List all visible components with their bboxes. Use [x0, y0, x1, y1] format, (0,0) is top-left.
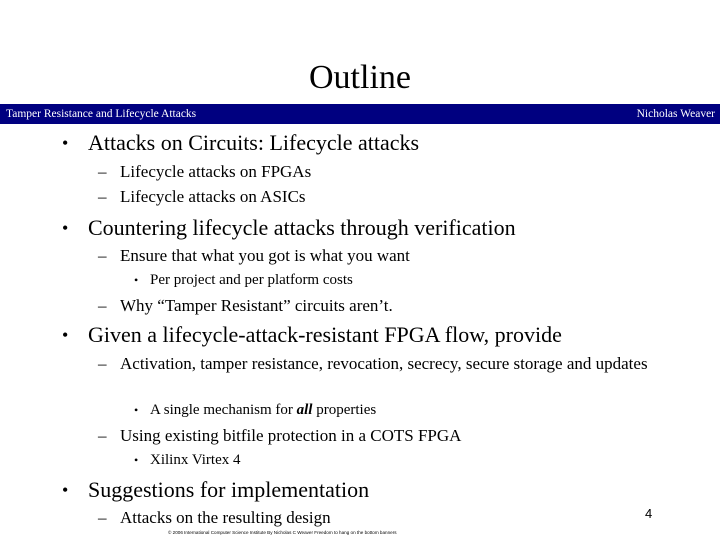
- bullet-icon: •: [62, 480, 69, 500]
- bullet-text: Attacks on Circuits: Lifecycle attacks: [88, 130, 420, 155]
- dash-icon: –: [98, 162, 107, 181]
- text-segment: properties: [312, 402, 377, 418]
- sub-bullet-text: Ensure that what you got is what you want: [120, 246, 410, 265]
- slide-title: Outline: [309, 59, 411, 96]
- bullet-icon: •: [62, 133, 69, 153]
- sub-bullet-text: Attacks on the resulting design: [120, 508, 331, 527]
- sub-bullet-text: Why “Tamper Resistant” circuits aren’t.: [120, 296, 393, 315]
- dash-icon: –: [98, 354, 107, 373]
- bullet-text: Given a lifecycle-attack-resistant FPGA flow, provide: [88, 322, 562, 347]
- sub-sub-bullet-text: Per project and per platform costs: [150, 272, 353, 288]
- copyright-footer: © 2006 International Computer Science Institute By Nicholas C Weaver Freedom to hang on the bottom banners: [168, 530, 397, 535]
- header-course-title: Tamper Resistance and Lifecycle Attacks: [6, 108, 197, 120]
- emphasis-text: all: [296, 402, 313, 418]
- dash-icon: –: [98, 187, 107, 206]
- bullet-text: Suggestions for implementation: [88, 477, 370, 502]
- dash-icon: –: [98, 296, 107, 315]
- sub-bullet-text: Activation, tamper resistance, revocation, secrecy, secure storage and updates: [120, 354, 648, 373]
- dash-icon: –: [98, 246, 107, 265]
- bullet-text: Countering lifecycle attacks through verification: [88, 215, 516, 240]
- bullet-icon: •: [134, 403, 139, 417]
- bullet-icon: •: [62, 218, 69, 238]
- bullet-icon: •: [62, 325, 69, 345]
- sub-sub-bullet-text: Xilinx Virtex 4: [150, 452, 241, 468]
- sub-bullet-text: Using existing bitfile protection in a COTS FPGA: [120, 426, 462, 445]
- bullet-icon: •: [134, 453, 139, 467]
- dash-icon: –: [98, 508, 107, 527]
- header-author: Nicholas Weaver: [636, 108, 715, 120]
- bullet-icon: •: [134, 273, 139, 287]
- sub-sub-bullet-text: [150, 401, 376, 419]
- page-number: 4: [645, 506, 653, 521]
- dash-icon: –: [98, 426, 107, 445]
- sub-bullet-text: Lifecycle attacks on FPGAs: [120, 162, 312, 181]
- sub-bullet-text: Lifecycle attacks on ASICs: [120, 187, 306, 206]
- header-bar: [0, 104, 720, 124]
- text-segment: A single mechanism for: [150, 402, 297, 418]
